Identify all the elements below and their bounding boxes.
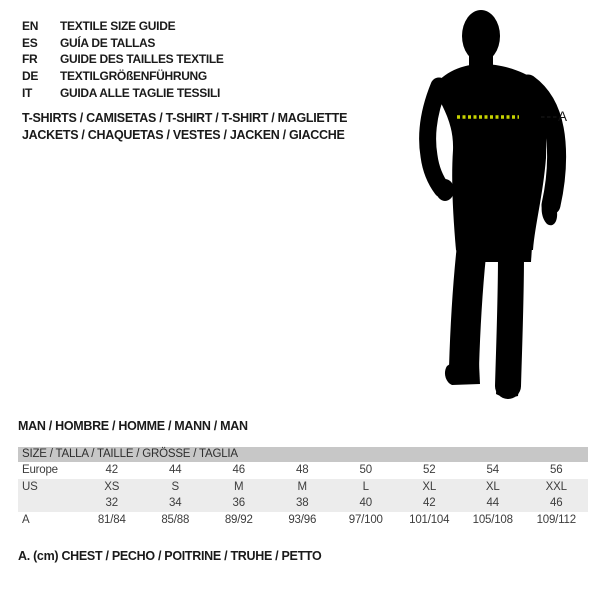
table-cell: 81/84 — [97, 513, 126, 526]
table-cell: 44 — [169, 464, 182, 476]
table-cell: 54 — [486, 464, 499, 476]
product-line-tshirts: T-SHIRTS / CAMISETAS / T-SHIRT / T-SHIRT / MAGLIETTE — [22, 111, 348, 125]
size-table — [18, 447, 588, 528]
table-cell: 52 — [423, 464, 436, 476]
list-item — [22, 35, 224, 52]
table-cell: L — [362, 480, 369, 493]
table-cell: 48 — [296, 464, 309, 476]
section-heading-man: MAN / HOMBRE / HOMME / MANN / MAN — [18, 419, 248, 433]
table-cell: 38 — [296, 497, 309, 509]
product-line-jackets: JACKETS / CHAQUETAS / VESTES / JACKEN / GIACCHE — [22, 128, 345, 142]
row-label: A — [22, 513, 30, 526]
table-cell: 85/88 — [161, 513, 190, 526]
row-label: US — [22, 480, 38, 493]
table-cell: 97/100 — [348, 513, 383, 526]
list-item — [22, 18, 224, 35]
table-cell: 101/104 — [409, 513, 450, 526]
table-cell: 34 — [169, 497, 182, 509]
table-cell: XS — [104, 480, 120, 493]
list-item — [22, 84, 224, 101]
language-title: TEXTILGRÖßENFÜHRUNG — [60, 69, 207, 84]
table-cell: 44 — [486, 497, 499, 509]
table-cell: XXL — [545, 480, 567, 493]
footnote-chest-measure: A. (cm) CHEST / PECHO / POITRINE / TRUHE / PETTO — [18, 549, 322, 563]
man-silhouette-figure — [405, 0, 600, 410]
language-title: TEXTILE SIZE GUIDE — [60, 19, 176, 34]
table-cell: 32 — [105, 497, 118, 509]
table-cell: 89/92 — [224, 513, 253, 526]
table-cell: M — [234, 480, 244, 493]
table-cell: 46 — [232, 464, 245, 476]
silhouette-shape — [428, 10, 558, 397]
language-guide-list — [22, 18, 224, 101]
table-cell: XL — [422, 480, 437, 493]
table-cell: 40 — [359, 497, 372, 509]
table-row-europe — [18, 462, 588, 479]
man-silhouette-svg — [405, 0, 600, 410]
row-label: Europe — [22, 464, 58, 476]
table-cell: 36 — [232, 497, 245, 509]
table-cell: 93/96 — [288, 513, 317, 526]
table-cell: M — [297, 480, 307, 493]
language-code: FR — [22, 52, 38, 67]
product-type-lines — [22, 111, 347, 145]
language-code: ES — [22, 35, 38, 50]
measure-label-a: A — [558, 109, 568, 124]
table-cell: XL — [485, 480, 500, 493]
table-cell: 56 — [550, 464, 563, 476]
language-code: EN — [22, 19, 39, 34]
language-title: GUÍA DE TALLAS — [60, 35, 156, 50]
table-cell: 46 — [550, 497, 563, 509]
language-title: GUIDA ALLE TAGLIE TESSILI — [60, 85, 221, 100]
language-title: GUIDE DES TAILLES TEXTILE — [60, 52, 224, 67]
list-item — [22, 68, 224, 85]
table-cell: 105/108 — [472, 513, 513, 526]
table-row-chest-a — [18, 512, 588, 529]
language-code: DE — [22, 69, 39, 84]
table-header-size: SIZE / TALLA / TAILLE / GRÖSSE / TAGLIA — [18, 447, 588, 462]
language-code: IT — [22, 85, 33, 100]
table-row-us-numeric — [18, 495, 588, 512]
table-cell: 42 — [105, 464, 118, 476]
table-row-us — [18, 479, 588, 496]
list-item — [22, 51, 224, 68]
table-cell: 50 — [359, 464, 372, 476]
table-cell: 109/112 — [536, 513, 576, 526]
table-cell: S — [171, 480, 179, 493]
table-cell: 42 — [423, 497, 436, 509]
row-label — [18, 495, 80, 512]
